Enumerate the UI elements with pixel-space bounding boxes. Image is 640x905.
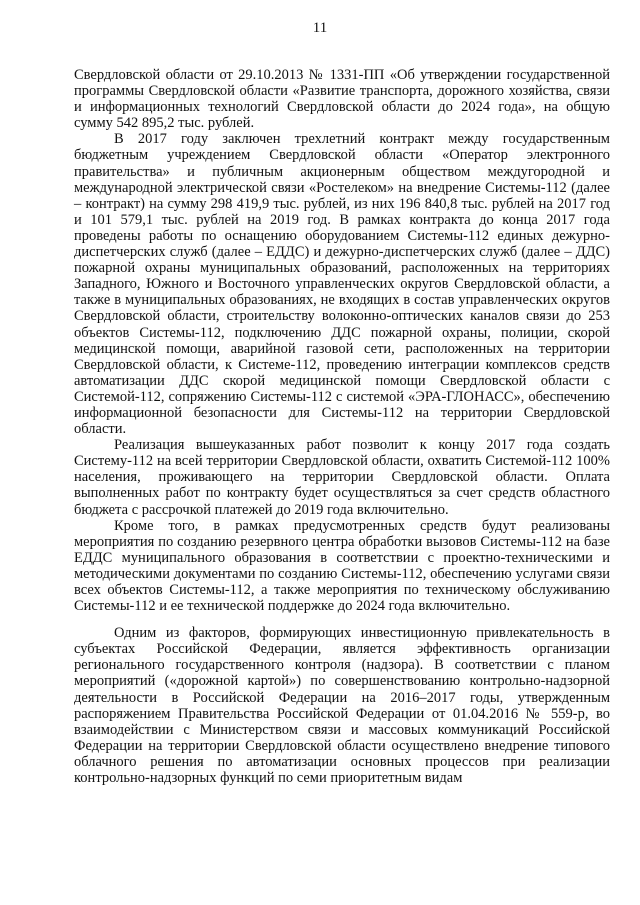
paragraph-backup-center: Кроме того, в рамках предусмотренных средств будут реализованы мероприятия по созданию резервного центра обработки вызовов Системы-112 на базе ЕДДС муниципального образования в соответствии с проектно-техническими и методическими документами по созданию Системы-112, обеспечению услугами связи всех объектов Системы-112, а также мероприятия по техническому обслуживанию Системы-112 и ее технической поддержке до 2024 года включительно.	[74, 517, 610, 615]
paragraph-contract: В 2017 году заключен трехлетний контракт между государственным бюджетным учреждением Свердловской области «Оператор электронного правительства» и публичным акционерным обществом междугородной и международной электрической связи «Ростелеком» на внедрение Системы-112 (далее – контракт) на сумму 298 419,9 тыс. рублей, из них 196 840,8 тыс. рублей на 2017 год и 101 579,1 тыс. рублей на 2019 год. В рамках контракта до конца 2017 года проведены работы по оснащению оборудованием Системы-112 единых дежурно-диспетчерских служб (далее – ЕДДС) и дежурно-диспетчерских служб (далее – ДДС) пожарной охраны муниципальных образований, расположенных на территориях Западного, Южного и Восточного управленческих округов Свердловской области, а также в муниципальных образованиях, не входящих в состав управленческих округов Свердловской области, строительству волоконно-оптических каналов связи до 253 объектов Системы-112, подключению ДДС пожарной охраны, полиции, скорой медицинской помощи, аварийной газовой сети, расположенных на территории Свердловской области, к Системе-112, проведению интеграции комплексов средств автоматизации ДДС скорой медицинской помощи Свердловской области с Системой-112, сопряжению Системы-112 с системой «ЭРА-ГЛОНАСС», обеспечению информационной безопасности для Системы-112 на территории Свердловской области.	[74, 131, 610, 438]
page-number: 11	[312, 20, 328, 36]
paragraph-implementation: Реализация вышеуказанных работ позволит к концу 2017 года создать Систему-112 на всей территории Свердловской области, охватить Системой-112 100% населения, проживающего на территории Свердловской области. Оплата выполненных работ по контракту будет осуществляться за счет средств областного бюджета с рассрочкой платежей до 2019 года включительно.	[74, 437, 610, 518]
paragraph-continuation: Свердловской области от 29.10.2013 № 1331-ПП «Об утверждении государственной программы Свердловской области «Развитие транспорта, дорожного хозяйства, связи и информационных технологий Свердловской области до 2024 года», на общую сумму 542 895,2 тыс. рублей.	[74, 67, 610, 132]
document-body	[74, 67, 610, 786]
paragraph-regional-control: Одним из факторов, формирующих инвестиционную привлекательность в субъектах Российской Федерации, является эффективность организации регионального государственного контроля (надзора). В соответствии с планом мероприятий («дорожной картой») по совершенствованию контрольно-надзорной деятельности в Российской Федерации на 2016–2017 годы, утвержденным распоряжением Правительства Российской Федерации от 01.04.2016 № 559-р, во взаимодействии с Министерством связи и массовых коммуникаций Российской Федерации на территории Свердловской области осуществлено внедрение типового облачного решения по автоматизации основных процессов при реализации контрольно-надзорных функций по семи приоритетным видам	[74, 625, 610, 787]
